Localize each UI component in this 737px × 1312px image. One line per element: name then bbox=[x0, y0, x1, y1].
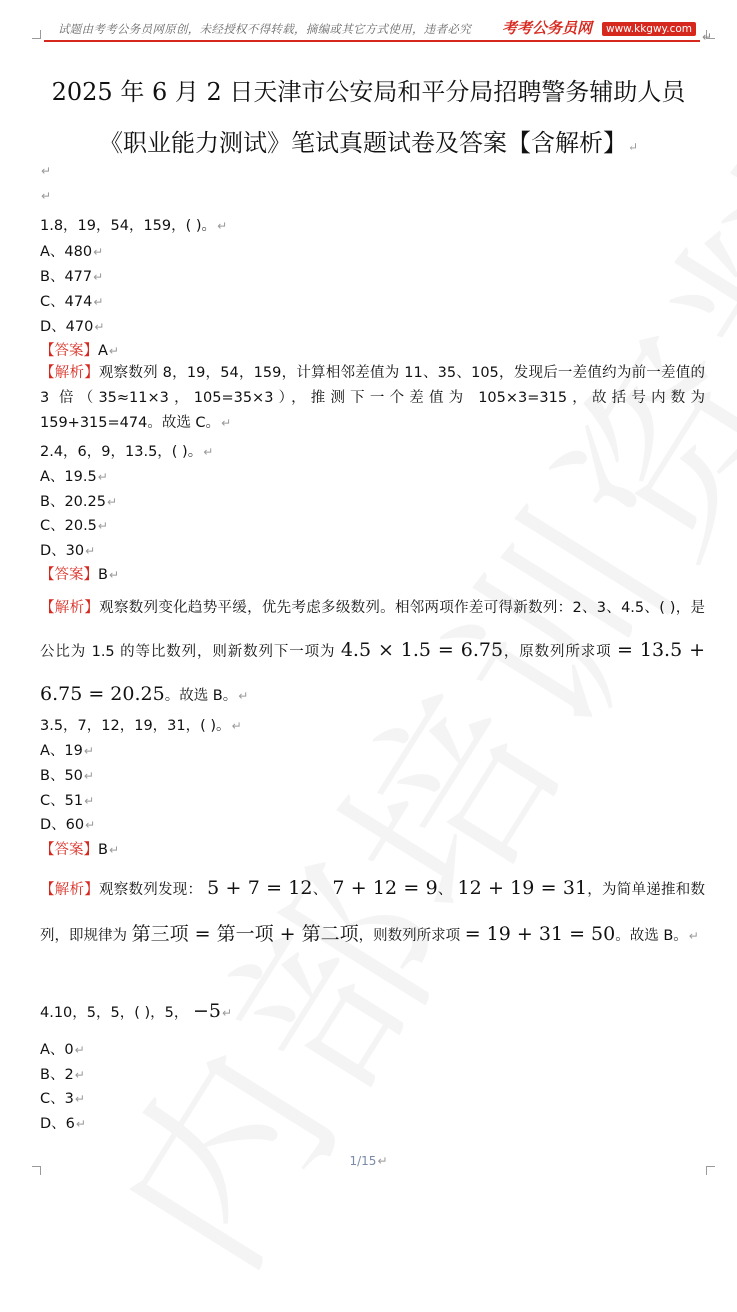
question-2-stem: 2.4，6，9，13.5，( )。↵ bbox=[40, 444, 214, 460]
question-3-analysis: 【解析】观察数列发现： 5 + 7 = 12、 7 + 12 = 9、 12 + 19 = 31，为简单递推和数列，即规律为 第三项 = 第一项 + 第二项，则数列所求项 = 19 + 31 = 50。故选 B。↵ bbox=[40, 877, 706, 945]
site-url-badge: www.kkgwy.com bbox=[602, 22, 696, 36]
empty-paragraph: ↵ bbox=[41, 189, 52, 203]
math-formula: 4.5 × 1.5 = 6.75 bbox=[340, 639, 504, 661]
crop-mark bbox=[32, 30, 41, 39]
document-title-line1: 2025 年 6 月 2 日天津市公安局和平分局招聘警务辅助人员 bbox=[51, 78, 686, 106]
math-formula: 第三项 = 第一项 + 第二项 bbox=[131, 923, 359, 945]
question-1-option-d: D、470↵ bbox=[40, 319, 105, 335]
question-3-answer: 【答案】B↵ bbox=[40, 842, 120, 858]
question-2-analysis: 【解析】观察数列变化趋势平缓，优先考虑多级数列。相邻两项作差可得新数列：2、3、4.5、( )，是公比为 1.5 的等比数列，则新数列下一项为 4.5 × 1.5 = 6.75，原数列所求项 = 13.5 + 6.75 = 20.25。故选 B。↵ bbox=[40, 600, 706, 705]
question-1-option-b: B、477↵ bbox=[40, 269, 104, 285]
math-formula: 7 + 12 = 9 bbox=[332, 877, 438, 899]
question-2-option-c: C、20.5↵ bbox=[40, 518, 108, 534]
question-4-option-c: C、3↵ bbox=[40, 1091, 85, 1107]
question-3-option-b: B、50↵ bbox=[40, 768, 94, 784]
math-formula: −5 bbox=[193, 1000, 222, 1022]
question-1-answer: 【答案】A↵ bbox=[40, 343, 119, 359]
question-1-option-a: A、480↵ bbox=[40, 244, 104, 260]
question-4-option-b: B、2↵ bbox=[40, 1067, 85, 1083]
question-3-stem: 3.5，7，12，19，31，( )。↵ bbox=[40, 718, 242, 734]
header-rule bbox=[44, 40, 700, 42]
question-3-option-a: A、19↵ bbox=[40, 743, 94, 759]
copyright-notice: 试题由考考公务员网原创，未经授权不得转载，摘编或其它方式使用，违者必究 bbox=[58, 22, 471, 36]
question-2-option-b: B、20.25↵ bbox=[40, 494, 118, 510]
document-title-line2: 《职业能力测试》笔试真题试卷及答案【含解析】↵ bbox=[98, 129, 639, 157]
question-1-analysis: 【解析】观察数列 8，19，54，159，计算相邻差值为 11、35、105，发现后一差值约为前一差值的 3 倍（35≈11×3，105=35×3），推测下一个差值为 105×3=315，故括号内数为 159+315=474。故选 C。↵ bbox=[40, 365, 705, 431]
math-formula: = 13.5 + 6.75 = 20.25 bbox=[40, 639, 705, 705]
math-formula: = 19 + 31 = 50 bbox=[464, 923, 616, 945]
math-formula: 5 + 7 = 12 bbox=[207, 877, 313, 899]
math-formula: 12 + 19 = 31 bbox=[457, 877, 588, 899]
question-4-option-d: D、6↵ bbox=[40, 1116, 86, 1132]
question-4-stem: 4.10，5，5，( )，5， −5↵ bbox=[40, 1000, 233, 1022]
question-2-option-a: A、19.5↵ bbox=[40, 469, 108, 485]
question-2-answer: 【答案】B↵ bbox=[40, 567, 120, 583]
paragraph-mark: ↵ bbox=[702, 30, 713, 44]
question-3-option-d: D、60↵ bbox=[40, 817, 96, 833]
question-2-option-d: D、30↵ bbox=[40, 543, 96, 559]
question-3-option-c: C、51↵ bbox=[40, 793, 95, 809]
question-1-stem: 1.8，19，54，159，( )。↵ bbox=[40, 218, 228, 234]
question-4-option-a: A、0↵ bbox=[40, 1042, 85, 1058]
brand-logo-text: 考考公务员网 bbox=[502, 19, 593, 37]
header-banner bbox=[44, 16, 700, 40]
empty-paragraph: ↵ bbox=[41, 164, 52, 178]
page-number: 1/15↵ bbox=[349, 1154, 388, 1168]
question-1-option-c: C、474↵ bbox=[40, 294, 104, 310]
